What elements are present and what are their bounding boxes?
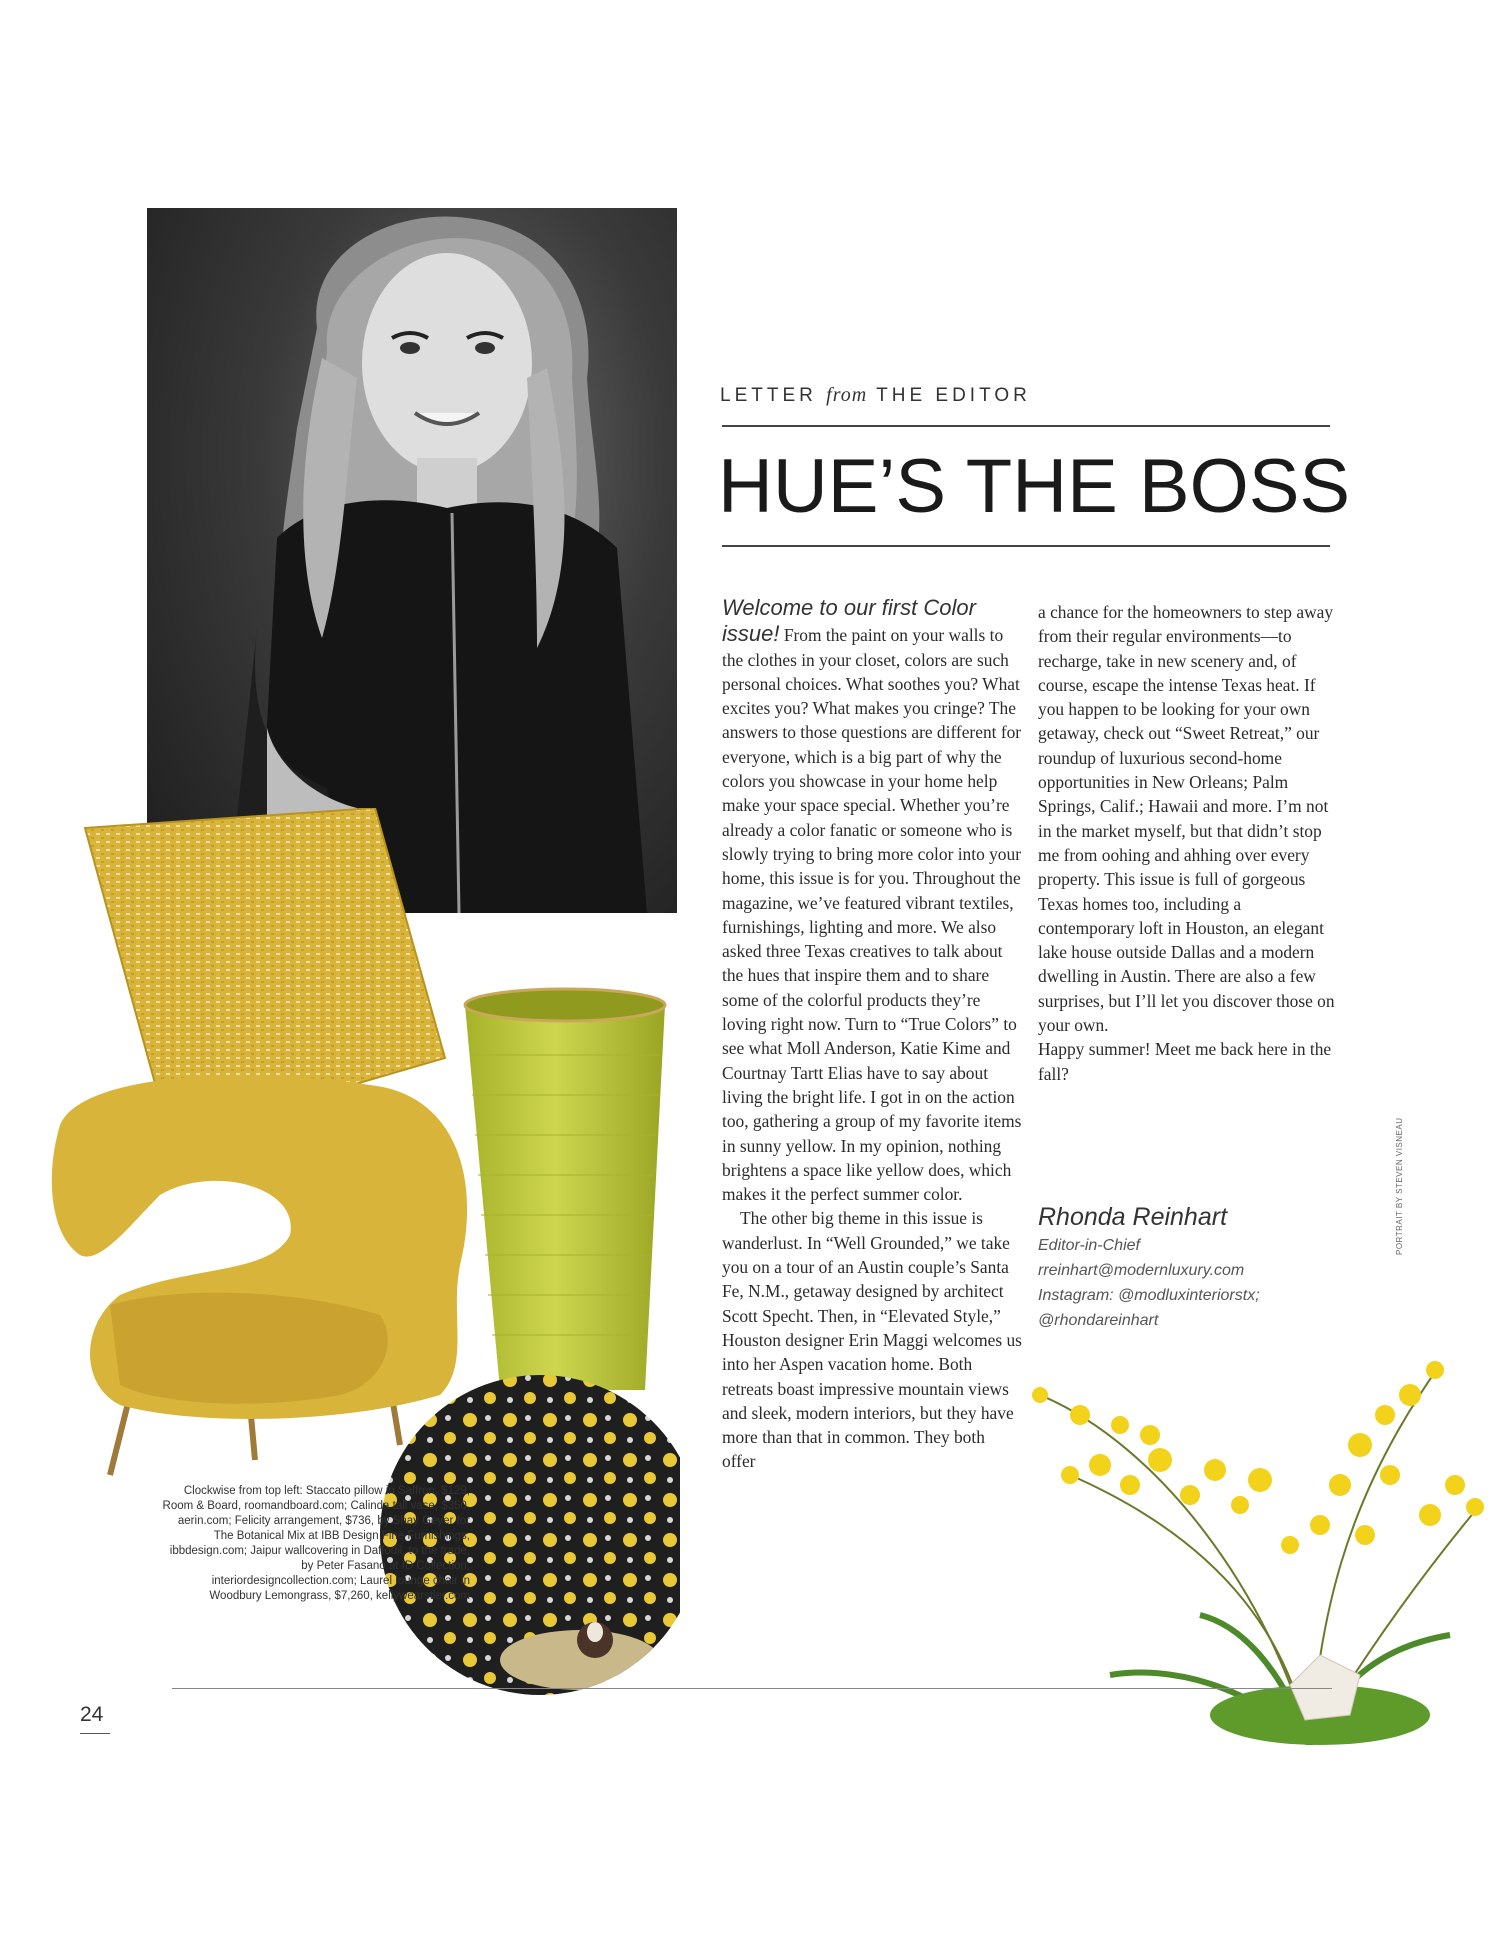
signature-instagram[interactable]: Instagram: @modluxinteriorstx; [1038, 1287, 1260, 1304]
body-column-2 [1038, 600, 1338, 1086]
header-rule-bottom [722, 545, 1330, 547]
bottom-rule [172, 1688, 1332, 1689]
signature-name: Rhonda Reinhart [1038, 1203, 1228, 1231]
vase-illustration [460, 985, 675, 1395]
body-paragraph-4: Happy summer! Meet me back here in the fall? [1038, 1039, 1332, 1084]
signature-title: Editor-in-Chief [1038, 1237, 1140, 1254]
body-paragraph-2: The other big theme in this issue is wanderlust. In “Well Grounded,” we take you on a tour of an Austin couple’s Santa Fe, N.M., getaway designed by architect Scott Specht. Then, in “Elevated Style,” Houston designer Erin Maggi welcomes us into her Aspen vacation home. Both retreats boast impressive mountain views and sleek, modern interiors, but they have more than that in common. They both offer [722, 1208, 1022, 1472]
photo-credit: PORTRAIT BY STEVEN VISNEAU [1395, 1117, 1404, 1255]
signature-email[interactable]: rreinhart@modernluxury.com [1038, 1262, 1245, 1279]
page-number-rule [80, 1733, 110, 1734]
tall-vase-image [460, 985, 675, 1395]
body-column-1 [722, 595, 1022, 1474]
section-kicker: LETTER from THE EDITOR [720, 384, 1031, 406]
body-paragraph-1: From the paint on your walls to the clothes in your closet, colors are such personal choices. What soothes you? What excites you? What makes you cringe? The answers to those questions are different for everyone, which is a big part of why the colors you showcase in your home help make your space special. Whether you’re already a color fanatic or someone who is slowly trying to bring more color into your home, this issue is for you. Throughout the magazine, we’ve featured vibrant textiles, furnishings, lighting and more. We also asked three Texas creatives to talk about the hues that inspire them and to share some of the colorful products they’re loving right now. Turn to “True Colors” to see what Moll Anderson, Katie Kime and Courtnay Tartt Elias have to say about living the bright life. I got in on the action too, gathering a group of my favorite items in sunny yellow. In my opinion, nothing brightens a space like yellow does, which makes it the perfect summer color. [722, 625, 1022, 1205]
product-caption: Clockwise from top left: Staccato pillow in Saffron, $129, Room & Board, roomandboard.com; Calinda tall vase, $350, aerin.com; Felicity arrangement, $736, by Shay Geyer for The Botanical Mix at IBB Design Fine Furnishings, ibbdesign.com; Jaipur wallcovering in Daffodil, to the trade, by Peter Fasano at ID Collection, interiordesigncollection.com; Laurel lounge chair in Woodbury Lemongrass, $7,260, kellywearstler.com [162, 1485, 470, 1602]
orchid-arrangement-image [1010, 1245, 1490, 1745]
lead-in: Welcome to our first Color issue! [722, 595, 976, 647]
header-rule-top [722, 425, 1330, 427]
body-paragraph-3: a chance for the homeowners to step away from their regular environments—to recharge, take in new scenery and, of course, escape the intense Texas heat. If you happen to be looking for your own getaway, check out “Sweet Retreat,” our roundup of luxurious second-home opportunities in New Orleans; Palm Springs, Calif.; Hawaii and more. I’m not in the market myself, but that didn’t stop me from oohing and ahhing over every property. This issue is full of gorgeous Texas homes too, including a contemporary loft in Houston, an elegant lake house outside Dallas and a modern dwelling in Austin. There are also a few surprises, but I’ll let you discover those on your own. [1038, 602, 1335, 1036]
headline: HUE’S THE BOSS [718, 444, 1351, 529]
page-number: 24 [80, 1703, 104, 1726]
orchid-illustration [1010, 1245, 1490, 1745]
signature-handle[interactable]: @rhondareinhart [1038, 1312, 1159, 1329]
